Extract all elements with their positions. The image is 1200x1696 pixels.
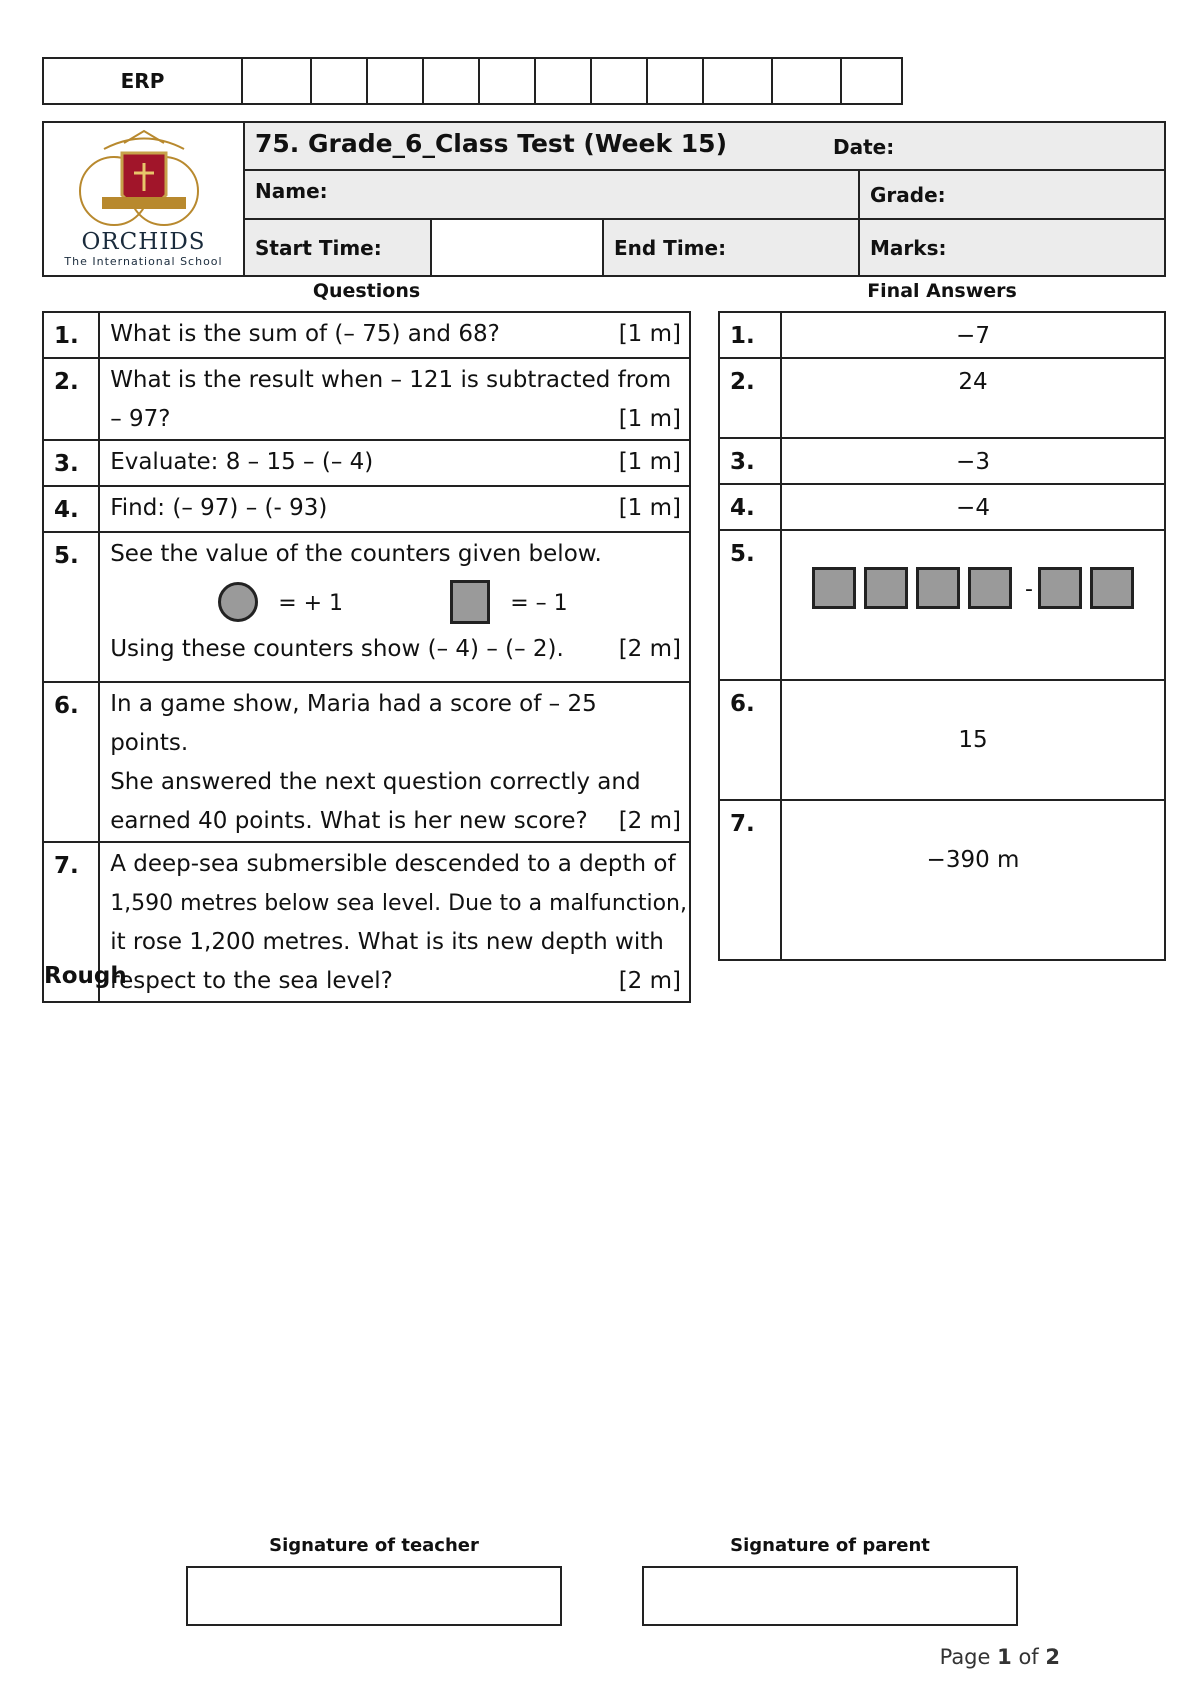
question-marks: [1 m] [618, 406, 681, 432]
page-prefix: Page [939, 1645, 991, 1669]
question-text-cont: Using these counters show (– 4) – (– 2). [110, 636, 564, 662]
teacher-signature-label: Signature of teacher [269, 1535, 479, 1556]
answer-row [719, 680, 1165, 800]
title-row [245, 123, 1164, 171]
teacher-signature-box[interactable] [186, 1566, 562, 1626]
question-text-cont: She answered the next question correctly and [110, 769, 641, 795]
erp-digit-box[interactable] [647, 58, 703, 104]
question-marks: [2 m] [618, 636, 681, 662]
question-marks: [1 m] [618, 495, 681, 521]
rough-work-area[interactable] [42, 1000, 1166, 1500]
negative-counter-icon [968, 567, 1012, 609]
question-row [43, 312, 690, 358]
answer-number: 1. [719, 312, 781, 358]
erp-digit-box[interactable] [479, 58, 535, 104]
answer-number: 6. [719, 680, 781, 800]
question-text: In a game show, Maria had a score of – 25 points. [110, 691, 597, 756]
question-text-cont: respect to the sea level? [110, 968, 393, 994]
answer-value[interactable]: 24 [781, 358, 1165, 438]
name-cell[interactable] [245, 171, 860, 220]
page-number [900, 1645, 1060, 1669]
question-text-cont: it rose 1,200 metres. What is its new depth with [110, 929, 664, 955]
erp-digit-box[interactable] [242, 58, 311, 104]
question-text: What is the sum of (– 75) and 68? [110, 321, 500, 347]
question-row [43, 358, 690, 440]
answer-number: 4. [719, 484, 781, 530]
end-time-cell[interactable] [604, 220, 860, 275]
question-text-cont: – 97? [110, 406, 171, 432]
question-text: See the value of the counters given below. [110, 541, 602, 567]
question-text: What is the result when – 121 is subtracted from [110, 367, 672, 393]
question-marks: [2 m] [618, 808, 681, 834]
question-number: 7. [43, 842, 99, 1002]
school-logo-cell [44, 123, 245, 275]
answer-counters[interactable] [781, 530, 1165, 680]
question-number: 1. [43, 312, 99, 358]
positive-counter-value: = + 1 [278, 591, 344, 616]
negative-counter-value: = – 1 [510, 591, 568, 616]
name-label: Name: [255, 179, 328, 203]
page-total: 2 [1045, 1645, 1060, 1669]
negative-counter-icon [864, 567, 908, 609]
question-text: Find: (– 97) – (- 93) [110, 495, 328, 521]
grade-label: Grade: [870, 183, 946, 207]
question-number: 2. [43, 358, 99, 440]
question-text-cont: earned 40 points. What is her new score? [110, 808, 588, 834]
question-row [43, 532, 690, 682]
grade-cell[interactable] [860, 171, 1164, 220]
answer-value[interactable]: −7 [781, 312, 1165, 358]
erp-digit-box[interactable] [423, 58, 479, 104]
erp-digit-box[interactable] [535, 58, 591, 104]
erp-table [42, 57, 903, 105]
erp-digit-box[interactable] [367, 58, 423, 104]
answer-row [719, 312, 1165, 358]
answer-row [719, 438, 1165, 484]
question-marks: [1 m] [618, 449, 681, 475]
answer-number: 2. [719, 358, 781, 438]
start-time-label-cell [245, 220, 432, 275]
answer-number: 7. [719, 800, 781, 960]
date-label: Date: [833, 135, 895, 159]
question-row [43, 842, 690, 1002]
negative-counter-icon [812, 567, 856, 609]
test-title: 75. Grade_6_Class Test (Week 15) [255, 129, 727, 158]
question-row [43, 486, 690, 532]
date-field[interactable] [895, 127, 1155, 167]
end-time-label: End Time: [614, 236, 727, 260]
question-text: Evaluate: 8 – 15 – (– 4) [110, 449, 374, 475]
question-number: 4. [43, 486, 99, 532]
erp-digit-box[interactable] [772, 58, 841, 104]
rough-label: Rough [44, 963, 127, 989]
page-current: 1 [997, 1645, 1012, 1669]
answer-row [719, 484, 1165, 530]
question-number: 5. [43, 532, 99, 682]
positive-counter-icon [218, 582, 258, 622]
final-answers-heading: Final Answers [867, 280, 1017, 302]
answer-value[interactable]: 15 [781, 680, 1165, 800]
question-number: 6. [43, 682, 99, 842]
answer-row [719, 800, 1165, 960]
answer-number: 5. [719, 530, 781, 680]
question-text-cont: 1,590 metres below sea level. Due to a malfunction, [110, 891, 687, 916]
erp-digit-box[interactable] [703, 58, 772, 104]
answer-row [719, 358, 1165, 438]
test-header [42, 121, 1166, 277]
questions-table [42, 311, 691, 1003]
question-row [43, 682, 690, 842]
page-of: of [1018, 1645, 1039, 1669]
answer-number: 3. [719, 438, 781, 484]
answer-value[interactable]: −4 [781, 484, 1165, 530]
erp-label: ERP [43, 58, 242, 104]
questions-heading: Questions [312, 280, 421, 302]
question-text: A deep-sea submersible descended to a depth of [110, 851, 676, 877]
answer-value[interactable]: −3 [781, 438, 1165, 484]
question-marks: [1 m] [618, 321, 681, 347]
school-name: ORCHIDS [81, 229, 206, 255]
answer-value[interactable]: −390 m [781, 800, 1165, 960]
negative-counter-icon [1090, 567, 1134, 609]
answers-table [718, 311, 1166, 961]
school-tagline: The International School [64, 255, 223, 268]
answer-row [719, 530, 1165, 680]
counters-legend [110, 574, 681, 630]
start-time-field[interactable] [432, 220, 604, 275]
question-number: 3. [43, 440, 99, 486]
negative-counter-icon [1038, 567, 1082, 609]
question-row [43, 440, 690, 486]
parent-signature-box[interactable] [642, 1566, 1018, 1626]
marks-label: Marks: [870, 236, 947, 260]
negative-counter-icon [450, 580, 490, 624]
parent-signature-label: Signature of parent [730, 1535, 930, 1556]
minus-sign: - [1025, 577, 1033, 602]
marks-cell[interactable] [860, 220, 1164, 275]
erp-digit-box[interactable] [841, 58, 902, 104]
negative-counter-icon [916, 567, 960, 609]
question-marks: [2 m] [618, 968, 681, 994]
erp-digit-box[interactable] [591, 58, 647, 104]
erp-digit-box[interactable] [311, 58, 367, 104]
start-time-label: Start Time: [255, 236, 382, 260]
